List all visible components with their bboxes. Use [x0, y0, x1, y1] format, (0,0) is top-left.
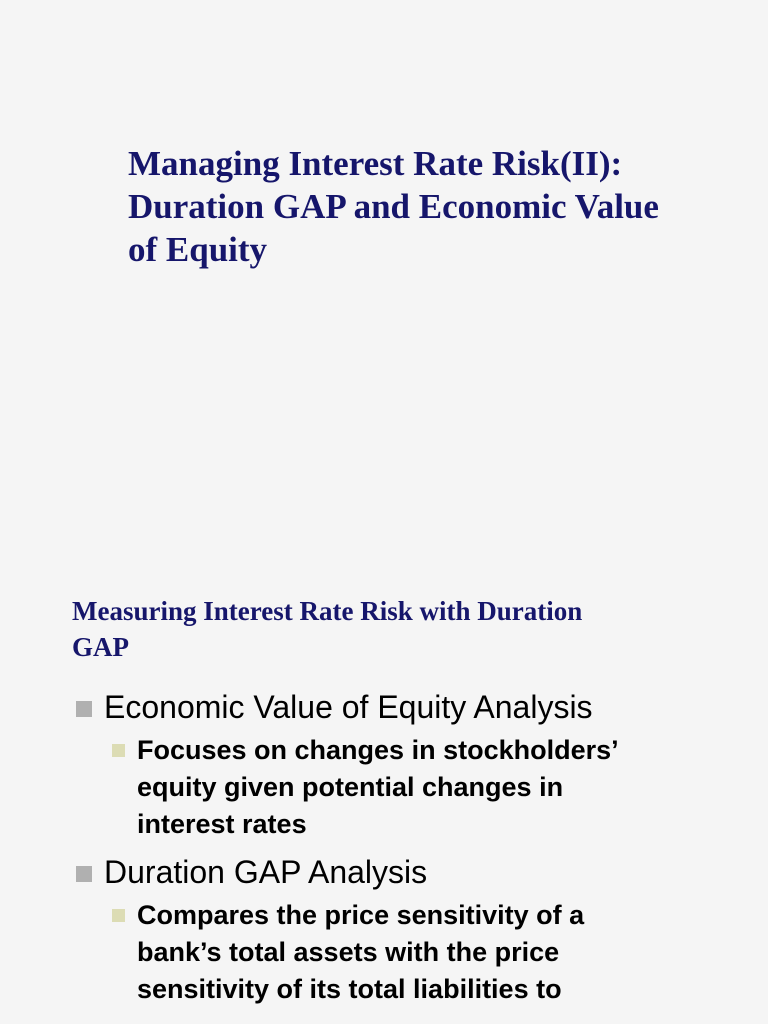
square-bullet-icon [112, 909, 125, 922]
bullet-text: Duration GAP Analysis [104, 854, 428, 890]
square-bullet-icon [76, 866, 92, 882]
title-line: Measuring Interest Rate Risk with Duration [72, 596, 583, 626]
square-bullet-icon [112, 744, 125, 757]
bullet-list [72, 688, 752, 1018]
sub-bullet-line: Focuses on changes in stockholders’ [137, 735, 619, 765]
slide-title-measuring-interest-rate-risk [72, 593, 712, 665]
square-bullet-icon [76, 701, 92, 717]
sub-bullet-text [137, 897, 752, 1008]
bullet-text: Economic Value of Equity Analysis [104, 689, 593, 725]
title-line: Duration GAP and Economic Value [128, 187, 659, 226]
sub-bullet-line: sensitivity of its total liabilities to [137, 974, 562, 1004]
bullet-item-economic-value [72, 688, 752, 726]
sub-bullet-line: interest rates [137, 809, 307, 839]
slide-title-managing-interest-rate-risk [128, 142, 748, 271]
sub-bullet-line: Compares the price sensitivity of a [137, 900, 585, 930]
bullet-item-duration-gap [72, 853, 752, 891]
title-line: Managing Interest Rate Risk(II): [128, 144, 623, 183]
sub-bullet-line: equity given potential changes in [137, 772, 564, 802]
sub-bullet-item-compares-price-sensitivity [110, 897, 752, 1008]
sub-bullet-item-focuses-on-changes [110, 732, 752, 843]
title-line: GAP [72, 632, 129, 662]
sub-bullet-line: bank’s total assets with the price [137, 937, 560, 967]
title-line: of Equity [128, 230, 268, 269]
sub-bullet-text [137, 732, 752, 843]
